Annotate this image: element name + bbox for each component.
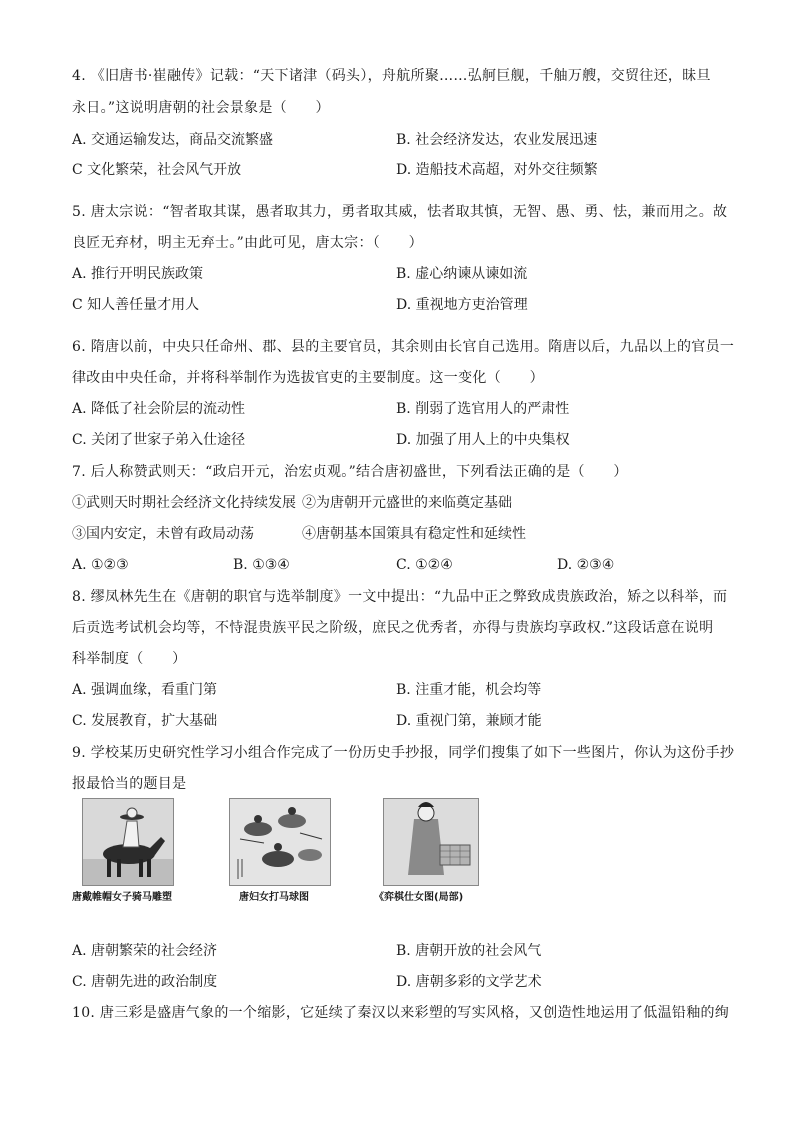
q4-stem-line1: 4. 《旧唐书·崔融传》记载：“天下诸津（码头），舟航所聚……弘舸巨舰，千舳万艘，交贸往还，昧旦 bbox=[72, 68, 711, 84]
q5-stem-line1: 5. 唐太宗说：“智者取其谋，愚者取其力，勇者取其威，怯者取其慎，无智、愚、勇、怯，兼而用之。故 bbox=[72, 204, 728, 220]
q6-option-a: A. 降低了社会阶层的流动性 bbox=[72, 401, 246, 417]
q8-option-a: A. 强调血缘，看重门第 bbox=[72, 682, 218, 698]
q5-stem-line2: 良匠无弃材，明主无弃士。”由此可见，唐太宗：（ ） bbox=[72, 235, 423, 251]
q7-stem-line1: 7. 后人称赞武则天：“政启开元，治宏贞观。”结合唐初盛世，下列看法正确的是（ ） bbox=[72, 464, 628, 480]
weiqi-lady-illustration bbox=[384, 799, 478, 885]
q7-statement-2: ②为唐朝开元盛世的来临奠定基础 bbox=[302, 495, 512, 511]
q8-stem-line1: 8. 缪凤林先生在《唐朝的职官与选举制度》一文中提出：“九品中正之弊致成贵族政治，矫之以科举，而 bbox=[72, 589, 728, 605]
q7-statement-4: ④唐朝基本国策具有稳定性和延续性 bbox=[302, 526, 526, 542]
q7-option-a: A. ①②③ bbox=[72, 557, 129, 573]
polo-players-illustration bbox=[230, 799, 330, 885]
q6-option-b: B. 削弱了选官用人的严肃性 bbox=[396, 401, 570, 417]
q5-option-a: A. 推行开明民族政策 bbox=[72, 266, 204, 282]
q9-stem-line2: 报最恰当的题目是 bbox=[72, 776, 187, 792]
q9-option-c: C. 唐朝先进的政治制度 bbox=[72, 974, 218, 990]
q4-option-a: A. 交通运输发达，商品交流繁盛 bbox=[72, 132, 274, 148]
q6-option-d: D. 加强了用人上的中央集权 bbox=[396, 432, 570, 448]
q10-stem-line1: 10. 唐三彩是盛唐气象的一个缩影，它延续了秦汉以来彩塑的写实风格，又创造性地运用了低温铅釉的绚 bbox=[72, 1005, 730, 1021]
q4-stem-line2: 永日。”这说明唐朝的社会景象是（ ） bbox=[72, 100, 330, 116]
q4-option-b: B. 社会经济发达，农业发展迅速 bbox=[396, 132, 598, 148]
figure-caption-1: 唐戴帷帽女子骑马雕塑 bbox=[72, 892, 172, 903]
q7-option-b: B. ①③④ bbox=[233, 557, 290, 573]
figure-women-polo-painting bbox=[229, 798, 331, 886]
q4-option-c: C 文化繁荣，社会风气开放 bbox=[72, 162, 242, 178]
q8-stem-line2: 后贡选考试机会均等，不恃混贵族平民之阶级，庶民之优秀者，亦得与贵族均享政权.”这段话意在说明 bbox=[72, 620, 714, 636]
q9-stem-line1: 9. 学校某历史研究性学习小组合作完成了一份历史手抄报，同学们搜集了如下一些图片，你认为这份手抄 bbox=[72, 745, 735, 761]
q5-option-c: C 知人善任量才用人 bbox=[72, 297, 200, 313]
figure-woman-on-horse-sculpture bbox=[82, 798, 174, 886]
q8-option-c: C. 发展教育，扩大基础 bbox=[72, 713, 218, 729]
q8-stem-line3: 科举制度（ ） bbox=[72, 651, 187, 667]
figure-weiqi-lady-painting bbox=[383, 798, 479, 886]
q4-option-d: D. 造船技术高超，对外交往频繁 bbox=[396, 162, 598, 178]
q7-option-d: D. ②③④ bbox=[557, 557, 615, 573]
q5-option-b: B. 虚心纳谏从谏如流 bbox=[396, 266, 528, 282]
q9-option-a: A. 唐朝繁荣的社会经济 bbox=[72, 943, 218, 959]
q8-option-d: D. 重视门第，兼顾才能 bbox=[396, 713, 542, 729]
q9-option-b: B. 唐朝开放的社会风气 bbox=[396, 943, 542, 959]
q8-option-b: B. 注重才能，机会均等 bbox=[396, 682, 542, 698]
q6-option-c: C. 关闭了世家子弟入仕途径 bbox=[72, 432, 246, 448]
q7-statement-3: ③国内安定，未曾有政局动荡 bbox=[72, 526, 254, 542]
horse-rider-illustration bbox=[83, 799, 173, 885]
figure-caption-3: 《弈棋仕女图(局部) bbox=[374, 892, 464, 903]
q5-option-d: D. 重视地方吏治管理 bbox=[396, 297, 528, 313]
q7-option-c: C. ①②④ bbox=[396, 557, 453, 573]
figure-caption-2: 唐妇女打马球图 bbox=[239, 892, 309, 903]
q6-stem-line2: 律改由中央任命，并将科举制作为选拔官吏的主要制度。这一变化（ ） bbox=[72, 370, 544, 386]
q6-stem-line1: 6. 隋唐以前，中央只任命州、郡、县的主要官员，其余则由长官自己选用。隋唐以后，九品以上的官员一 bbox=[72, 339, 735, 355]
q9-option-d: D. 唐朝多彩的文学艺术 bbox=[396, 974, 542, 990]
q7-statement-1: ①武则天时期社会经济文化持续发展 bbox=[72, 495, 296, 511]
